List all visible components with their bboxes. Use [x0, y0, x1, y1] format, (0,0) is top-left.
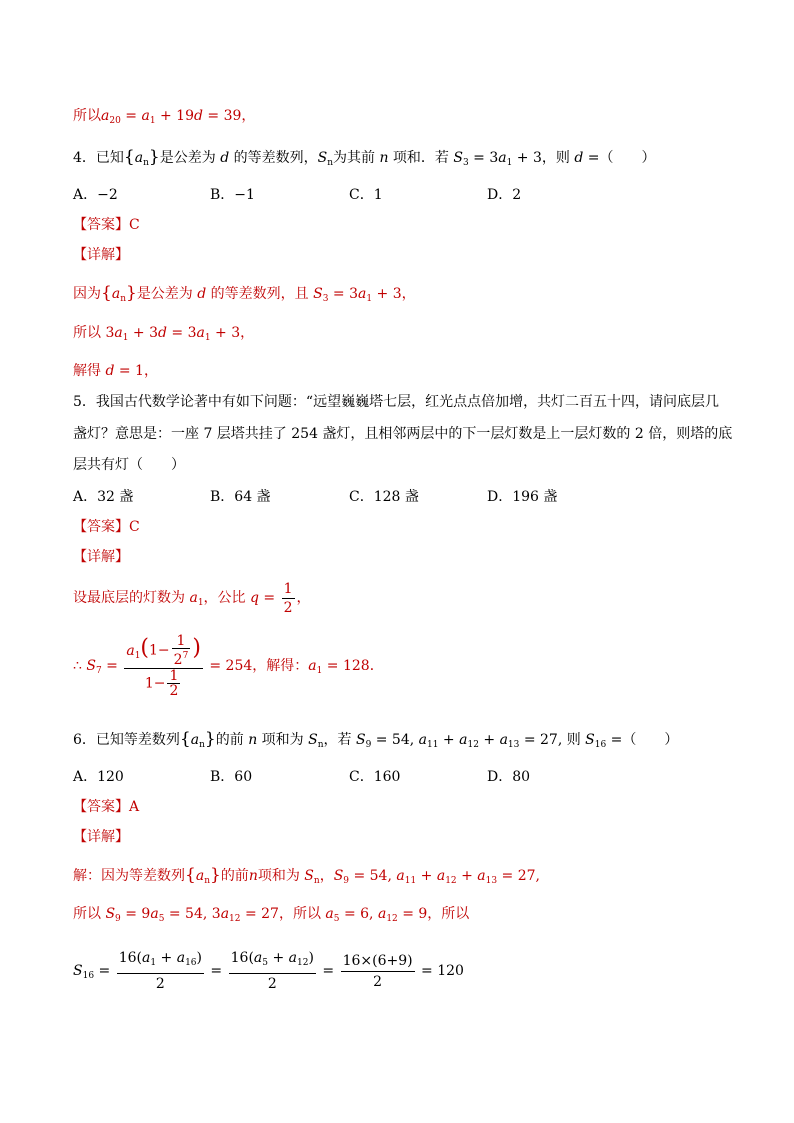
option-d: D．80: [487, 769, 531, 785]
fraction-numeric: $\frac{16\times(6+9)}{2}$: [342, 952, 413, 990]
text: 所以: [73, 108, 101, 124]
option-d: D．2: [487, 187, 522, 203]
option-b: B．60: [210, 769, 253, 785]
question-4-options: [73, 184, 693, 204]
option-b: B．64 盏: [210, 489, 271, 505]
option-c: C．1: [349, 187, 383, 203]
question-5-line-2: 盏灯？意思是：一座 7 层塔共挂了 254 盏灯，且相邻两层中的下一层灯数是上一层灯数的 2 倍，则塔的底: [73, 426, 733, 442]
solution-4-line-2: 所以 $3a_1 + 3d = 3a_1 + 3$，: [73, 325, 255, 343]
fraction-a5-a12: $\frac{16(a_5 + a_{12})}{2}$: [230, 950, 314, 992]
solution-6-line-3: $S_{16}$ = $\frac{16(a_1 + a_{16})}{2}$ = $\frac{16(a_5 + a_{12})}{2}$ = $\frac{16\times(6+9)}{2}$ = 120: [73, 950, 464, 992]
solution-line-a20: 所以$a_{20} = a_1 + 19d = 39$，: [73, 108, 256, 126]
question-6: 6．已知等差数列$\{a_n\}$的前 n 项和为 $S_n$，若 $S_9 = 54$, $a_{11} + a_{12} + a_{13} = 27$, 则 $S_{16}$ =（ ）: [73, 729, 679, 750]
option-d: D．196 盏: [487, 489, 558, 505]
solution-5-line-2: ∴ $S_7$ = $a_1(1-$ $\frac{1}{2^7}$ ) 1− $\frac{1}{2}$ = 254，解得：$a_1 = 128$．: [73, 633, 384, 699]
question-5-line-3: 层共有灯（ ）: [73, 457, 185, 473]
detail-6-heading: 【详解】: [73, 829, 129, 845]
detail-5-heading: 【详解】: [73, 549, 129, 565]
solution-4-line-1: 因为$\{a_n\}$是公差为 d 的等差数列，且 $S_3 = 3a_1 + 3$，: [73, 283, 416, 304]
question-5-line-1: 5．我国古代数学论著中有如下问题：“远望巍巍塔七层，红光点点倍加增，共灯二百五十四，请问底层几: [73, 394, 720, 410]
solution-6-line-1: 解：因为等差数列$\{a_n\}$的前n项和为 $S_n$，$S_9 = 54$, $a_{11} + a_{12} + a_{13} = 27$,: [73, 865, 540, 886]
question-4: 4．已知$\{a_n\}$是公差为 d 的等差数列，$S_n$为其前 n 项和．若 $S_3 = 3a_1 + 3$，则 d =（ ）: [73, 147, 656, 168]
detail-4-heading: 【详解】: [73, 247, 129, 263]
fraction-half: $\frac{1}{2}$: [283, 580, 293, 616]
option-c: C．160: [349, 769, 401, 785]
fraction-a1-a16: $\frac{16(a_1 + a_{16})}{2}$: [118, 950, 202, 992]
option-a: A．−2: [73, 187, 118, 203]
option-a: A．32 盏: [73, 489, 134, 505]
answer-6: 【答案】A: [73, 799, 140, 815]
answer-4: 【答案】C: [73, 217, 140, 233]
question-6-options: [73, 766, 693, 786]
option-a: A．120: [73, 769, 124, 785]
option-b: B．−1: [210, 187, 255, 203]
solution-4-line-3: 解得 d = 1，: [73, 363, 158, 379]
question-5-options: [73, 486, 693, 506]
solution-5-line-1: 设最底层的灯数为 $a_1$，公比 q = $\frac{1}{2}$ ，: [73, 580, 311, 616]
fraction-s7: $a_1(1-$ $\frac{1}{2^7}$ ) 1− $\frac{1}{2}$: [126, 633, 201, 699]
option-c: C．128 盏: [349, 489, 419, 505]
solution-6-line-2: 所以 $S_9 = 9a_5 = 54$, $3a_{12} = 27$，所以 $a_5 = 6$, $a_{12} = 9$，所以: [73, 906, 470, 924]
answer-5: 【答案】C: [73, 519, 140, 535]
